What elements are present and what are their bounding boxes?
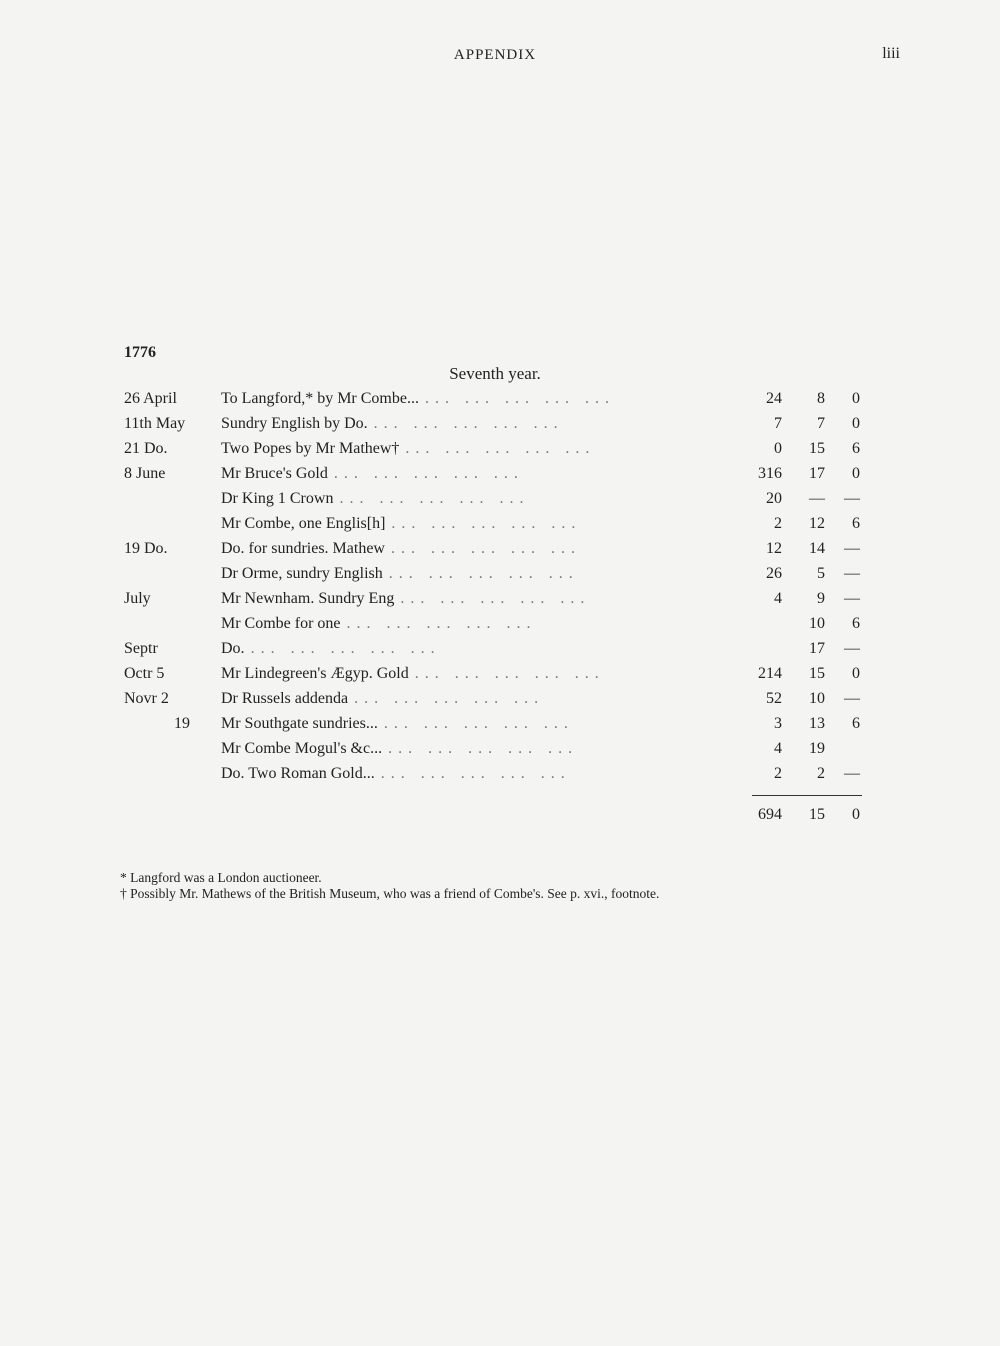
ledger-row [0, 590, 1000, 616]
ledger-row [0, 690, 1000, 716]
entry-description-text: Mr Bruce's Gold [221, 465, 328, 482]
page-number: liii [882, 45, 900, 62]
entry-pounds: 214 [758, 665, 782, 682]
entry-description-text: To Langford,* by Mr Combe... [221, 390, 419, 407]
entry-description-text: Mr Combe Mogul's &c... [221, 740, 383, 757]
entry-shillings: 15 [809, 440, 825, 457]
entry-pounds: 2 [774, 515, 782, 532]
entry-pence: 6 [852, 440, 860, 457]
entry-description [221, 440, 741, 458]
entry-pounds: 2 [774, 765, 782, 782]
ledger-row [0, 740, 1000, 766]
entry-shillings: — [809, 490, 825, 507]
entry-description-text: Dr Orme, sundry English [221, 565, 383, 582]
dot-leader: ... ... ... ... ... [346, 615, 537, 632]
total-shillings: 15 [809, 806, 825, 823]
entry-description-text: Mr Combe, one Englis[h] [221, 515, 386, 532]
entry-description [221, 390, 741, 408]
ledger-row [0, 615, 1000, 641]
ledger-row [0, 390, 1000, 416]
entry-pounds: 24 [766, 390, 782, 407]
entry-pence: 6 [852, 715, 860, 732]
entry-description [221, 715, 741, 733]
entry-shillings: 2 [817, 765, 825, 782]
entry-shillings: 10 [809, 615, 825, 632]
ledger-row [0, 415, 1000, 441]
entry-description-text: Do. for sundries. Mathew [221, 540, 385, 557]
dot-leader: ... ... ... ... ... [388, 565, 579, 582]
entry-pounds: 3 [774, 715, 782, 732]
dot-leader: ... ... ... ... ... [383, 715, 574, 732]
dot-leader: ... ... ... ... ... [333, 465, 524, 482]
entry-description [221, 740, 741, 758]
entry-pounds: 4 [774, 590, 782, 607]
entry-pounds: 20 [766, 490, 782, 507]
ledger-row [0, 515, 1000, 541]
dot-leader: ... ... ... ... ... [414, 665, 605, 682]
dot-leader: ... ... ... ... ... [354, 690, 545, 707]
entry-description-text: Mr Newnham. Sundry Eng [221, 590, 395, 607]
entry-shillings: 8 [817, 390, 825, 407]
entry-date: 19 [174, 715, 190, 732]
entry-description-text: Two Popes by Mr Mathew† [221, 440, 400, 457]
entry-shillings: 17 [809, 465, 825, 482]
entry-description-text: Mr Combe for one [221, 615, 341, 632]
entry-description [221, 590, 741, 608]
dot-leader: ... ... ... ... ... [388, 740, 579, 757]
section-year: 1776 [124, 344, 156, 361]
entry-description [221, 640, 741, 658]
dot-leader: ... ... ... ... ... [405, 440, 596, 457]
entry-date: July [124, 590, 151, 607]
entry-shillings: 10 [809, 690, 825, 707]
dot-leader: ... ... ... ... ... [339, 490, 530, 507]
dot-leader: ... ... ... ... ... [400, 590, 591, 607]
entry-pence: 0 [852, 415, 860, 432]
entry-description-text: Mr Lindegreen's Ægyp. Gold [221, 665, 409, 682]
entry-description [221, 765, 741, 783]
entry-shillings: 17 [809, 640, 825, 657]
entry-pounds: 7 [774, 415, 782, 432]
entry-description [221, 615, 741, 633]
entry-description-text: Sundry English by Do. [221, 415, 368, 432]
running-head: APPENDIX [453, 47, 537, 63]
ledger-row [0, 765, 1000, 791]
entry-description-text: Dr King 1 Crown [221, 490, 334, 507]
dot-leader: ... ... ... ... ... [250, 640, 441, 657]
entry-shillings: 5 [817, 565, 825, 582]
entry-pence: 0 [852, 465, 860, 482]
entry-pence: — [844, 765, 860, 782]
entry-pence: — [844, 540, 860, 557]
entry-description [221, 565, 741, 583]
ledger-row [0, 465, 1000, 491]
entry-description-text: Mr Southgate sundries... [221, 715, 378, 732]
entry-pounds: 26 [766, 565, 782, 582]
entry-pence: 0 [852, 665, 860, 682]
total-pence: 0 [852, 806, 860, 823]
entry-date: 19 Do. [124, 540, 168, 557]
ledger-row [0, 490, 1000, 516]
entry-description [221, 465, 741, 483]
entry-pence: — [844, 565, 860, 582]
entry-shillings: 15 [809, 665, 825, 682]
footnote: * Langford was a London auctioneer. [120, 870, 322, 885]
entry-description [221, 540, 741, 558]
entry-pounds: 4 [774, 740, 782, 757]
entry-description [221, 490, 741, 508]
ledger-row [0, 640, 1000, 666]
ledger-row [0, 440, 1000, 466]
ledger-row [0, 665, 1000, 691]
footnote: † Possibly Mr. Mathews of the British Museum, who was a friend of Combe's. See p. xvi., footnote. [120, 886, 660, 901]
entry-date: 26 April [124, 390, 177, 407]
dot-leader: ... ... ... ... ... [380, 765, 571, 782]
entry-pence: 6 [852, 515, 860, 532]
entry-shillings: 9 [817, 590, 825, 607]
ledger-row [0, 715, 1000, 741]
entry-description-text: Dr Russels addenda [221, 690, 349, 707]
entry-description [221, 515, 741, 533]
entry-shillings: 13 [809, 715, 825, 732]
entry-date: 11th May [124, 415, 186, 432]
entry-description-text: Do. Two Roman Gold... [221, 765, 375, 782]
section-subtitle: Seventh year. [449, 364, 541, 383]
entry-description-text: Do. [221, 640, 245, 657]
dot-leader: ... ... ... ... ... [391, 515, 582, 532]
entry-date: Novr 2 [124, 690, 169, 707]
entry-shillings: 14 [809, 540, 825, 557]
total-pounds: 694 [758, 806, 782, 823]
entry-description [221, 690, 741, 708]
entry-shillings: 7 [817, 415, 825, 432]
entry-shillings: 12 [809, 515, 825, 532]
entry-pence: — [844, 640, 860, 657]
entry-date: Septr [124, 640, 158, 657]
entry-pounds: 0 [774, 440, 782, 457]
ledger-row [0, 540, 1000, 566]
entry-pence: — [844, 690, 860, 707]
entry-pounds: 12 [766, 540, 782, 557]
total-row [0, 806, 1000, 832]
entry-pence: 6 [852, 615, 860, 632]
dot-leader: ... ... ... ... ... [390, 540, 581, 557]
total-rule [752, 795, 862, 796]
entry-date: 8 June [124, 465, 166, 482]
entry-date: Octr 5 [124, 665, 165, 682]
ledger-row [0, 565, 1000, 591]
entry-pounds: 52 [766, 690, 782, 707]
entry-date: 21 Do. [124, 440, 168, 457]
dot-leader: ... ... ... ... ... [373, 415, 564, 432]
entry-shillings: 19 [809, 740, 825, 757]
entry-pence: — [844, 590, 860, 607]
entry-description [221, 665, 741, 683]
entry-description [221, 415, 741, 433]
entry-pence: — [844, 490, 860, 507]
dot-leader: ... ... ... ... ... [424, 390, 615, 407]
entry-pounds: 316 [758, 465, 782, 482]
entry-pence: 0 [852, 390, 860, 407]
